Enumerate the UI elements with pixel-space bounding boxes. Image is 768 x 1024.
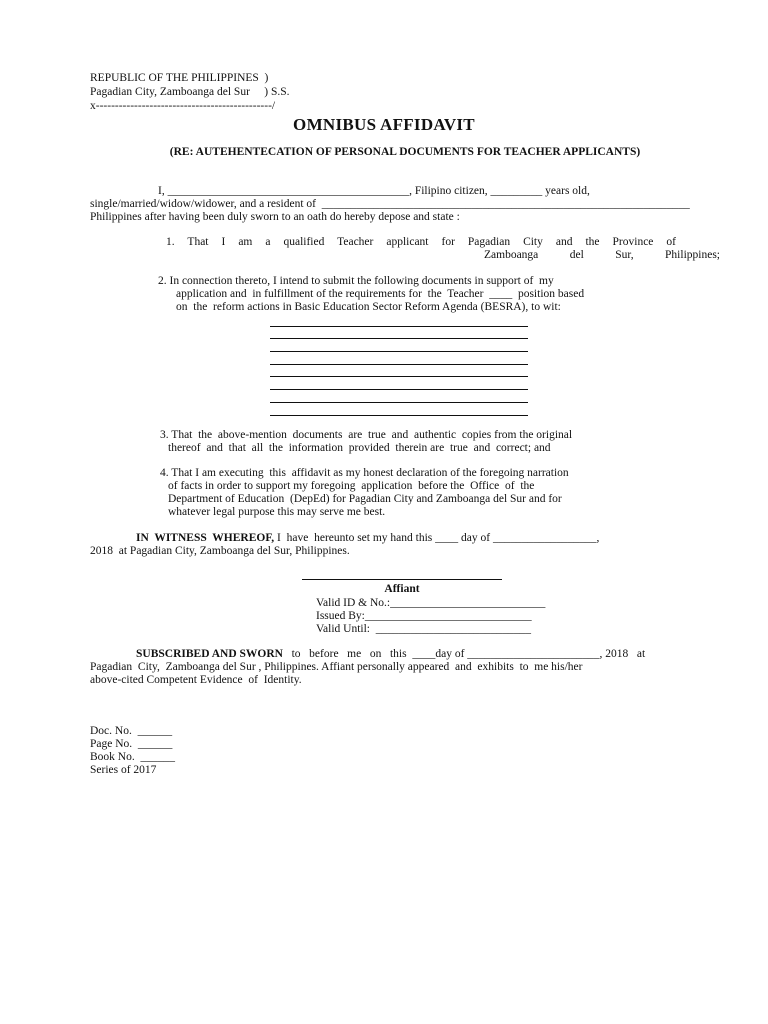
item-4-line-4: whatever legal purpose this may serve me best.: [168, 506, 386, 518]
item-2-line-2: application and in fulfillment of the requirements for the Teacher ____ position based: [176, 288, 585, 300]
witness-line-2: 2018 at Pagadian City, Zamboanga del Sur, Philippines.: [90, 545, 350, 557]
subscribed-label: SUBSCRIBED AND SWORN: [136, 648, 283, 660]
subscribed-line-2: Pagadian City, Zamboanga del Sur , Philippines. Affiant personally appeared and exhibits to me his/her: [90, 661, 583, 673]
witness-label: IN WITNESS WHEREOF,: [136, 532, 275, 544]
item-4-line-1: 4. That I am executing this affidavit as my honest declaration of the foregoing narration: [160, 467, 569, 479]
document-blank-line: [270, 403, 528, 416]
header-separator: x----------------------------------------------/: [90, 100, 276, 112]
witness-line-1: [136, 532, 599, 545]
document-blank-line: [270, 327, 528, 340]
document-title: OMNIBUS AFFIDAVIT: [293, 115, 475, 134]
item-2-line-1: 2. In connection thereto, I intend to submit the following documents in support of my: [158, 275, 554, 287]
header-republic: REPUBLIC OF THE PHILIPPINES ): [90, 72, 269, 84]
valid-until-field: Valid Until: ___________________________: [316, 623, 531, 635]
item-4-line-2: of facts in order to support my foregoing application before the Office of the: [168, 480, 535, 492]
item-1-line-2: Zamboanga del Sur, Philippines;: [484, 249, 720, 261]
subscribed-line-3: above-cited Competent Evidence of Identity.: [90, 674, 302, 686]
valid-id-field: Valid ID & No.:___________________________: [316, 597, 546, 609]
document-blank-line: [270, 365, 528, 378]
header-city: Pagadian City, Zamboanga del Sur ) S.S.: [90, 86, 290, 98]
document-subtitle: (RE: AUTEHENTECATION OF PERSONAL DOCUMENTS FOR TEACHER APPLICANTS): [169, 146, 641, 158]
series-field: Series of 2017: [90, 764, 157, 776]
item-1-line-1: 1. That I am a qualified Teacher applicant for Pagadian City and the Province of: [166, 236, 676, 248]
affiant-label: Affiant: [384, 583, 420, 595]
document-blank-line: [270, 314, 528, 327]
document-blank-line: [270, 352, 528, 365]
intro-line-2: single/married/widow/widower, and a resident of ________________________________________________________________: [90, 198, 690, 210]
page-no-field: Page No. ______: [90, 738, 173, 750]
intro-line-1: I, __________________________________________, Filipino citizen, _________ years old,: [158, 185, 590, 197]
item-3-line-2: thereof and that all the information provided therein are true and correct; and: [168, 442, 551, 454]
item-2-line-3: on the reform actions in Basic Education Sector Reform Agenda (BESRA), to wit:: [176, 301, 561, 313]
document-blank-line: [270, 377, 528, 390]
intro-line-3: Philippines after having been duly sworn to an oath do hereby depose and state :: [90, 211, 460, 223]
document-list-blanks: [270, 314, 528, 416]
affiant-signature-line: [302, 579, 502, 580]
doc-no-field: Doc. No. ______: [90, 725, 173, 737]
item-4-line-3: Department of Education (DepEd) for Pagadian City and Zamboanga del Sur and for: [168, 493, 562, 505]
book-no-field: Book No. ______: [90, 751, 175, 763]
document-blank-line: [270, 339, 528, 352]
witness-text: I have hereunto set my hand this ____ day of __________________,: [274, 532, 600, 544]
subscribed-text: to before me on this ____day of _______________________, 2018 at: [282, 648, 646, 660]
document-blank-line: [270, 390, 528, 403]
subscribed-line-1: [136, 648, 645, 661]
item-3-line-1: 3. That the above-mention documents are true and authentic copies from the original: [160, 429, 573, 441]
issued-by-field: Issued By:_____________________________: [316, 610, 532, 622]
